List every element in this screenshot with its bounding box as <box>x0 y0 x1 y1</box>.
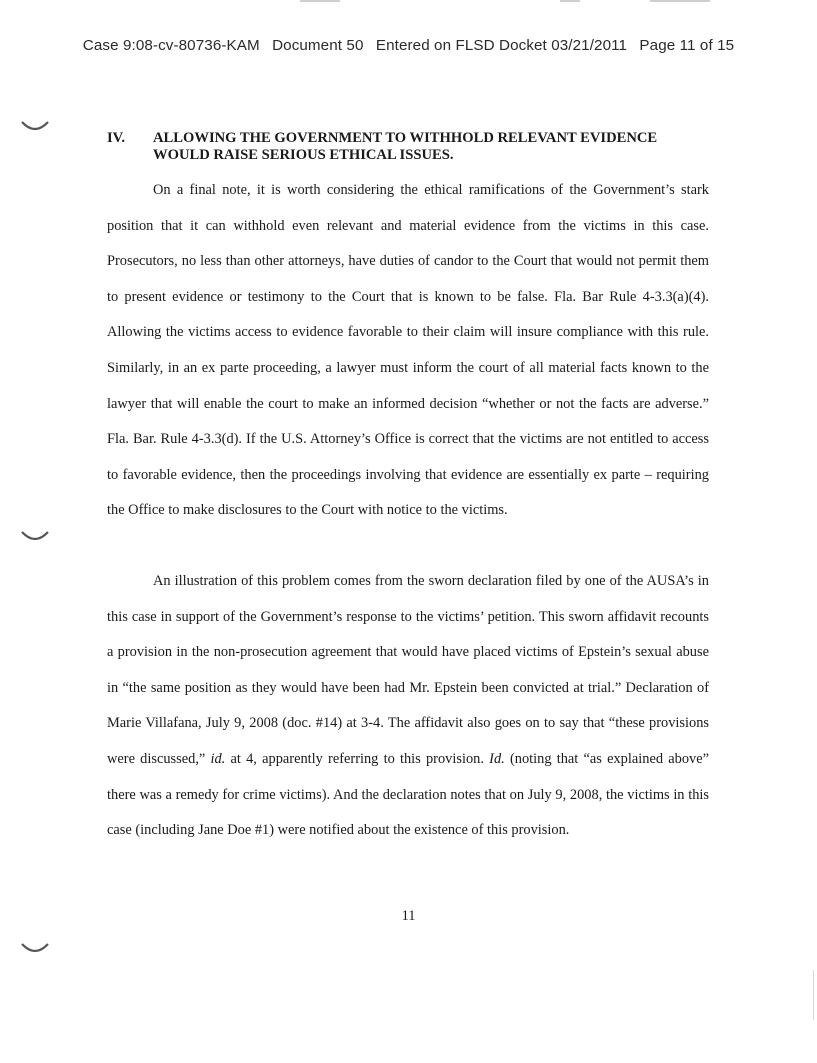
paragraph-text: An illustration of this problem comes from the sworn declaration filed by one of the AUSA’s in this case in support of the Government’s response to the victims’ petition. This sworn affidavit recounts a provision in the non-prosecution agreement that would have placed victims of Epstein’s sexual abuse in “the same position as they would have been had Mr. Epstein been convicted at trial.” Declaration of Marie Villafana, July 9, 2008 (doc. #14) at 3-4. The affidavit also goes on to say that “these provisions were discussed,” <box>107 573 709 767</box>
header-entered-date: Entered on FLSD Docket 03/21/2011 <box>375 37 628 54</box>
paragraph-text: at 4, apparently referring to this provision. <box>225 750 490 767</box>
citation-id: Id. <box>489 750 505 767</box>
paragraph-text: (noting that “as explained above” there was a remedy for crime victims). And the declaration notes that on July 9, 2008, the victims in this case (including Jane Doe #1) were notified about the existence of this provision. <box>107 750 709 839</box>
body-paragraph <box>107 564 709 849</box>
docket-header <box>0 37 817 54</box>
header-case-number: Case 9:08-cv-80736-KAM <box>82 37 260 54</box>
section-title: ALLOWING THE GOVERNMENT TO WITHHOLD RELEVANT EVIDENCE WOULD RAISE SERIOUS ETHICAL ISSUES. <box>153 130 658 163</box>
punch-hole-mark <box>20 530 50 544</box>
citation-id: id. <box>210 750 226 767</box>
header-page-count: Page 11 of 15 <box>639 37 735 54</box>
scan-edge-mark <box>300 0 340 2</box>
scan-edge-mark <box>813 970 814 1020</box>
punch-hole-mark <box>20 120 50 134</box>
section-number: IV. <box>107 130 125 146</box>
punch-hole-mark <box>20 942 50 956</box>
page-number: 11 <box>401 908 416 924</box>
header-document-number: Document 50 <box>272 37 364 54</box>
scan-edge-mark <box>560 0 580 2</box>
scan-edge-mark <box>650 0 710 2</box>
body-paragraph: On a final note, it is worth considering the ethical ramifications of the Government’s stark position that it can withhold even relevant and material evidence from the victims in this case. Prosecutors, no less than other attorneys, have duties of candor to the Court that would not permit them to present evidence or testimony to the Court that is known to be false. Fla. Bar Rule 4-3.3(a)(4). Allowing the victims access to evidence favorable to their claim will insure compliance with this rule. Similarly, in an ex parte proceeding, a lawyer must inform the court of all material facts known to the lawyer that will enable the court to make an informed decision “whether or not the facts are adverse.” Fla. Bar. Rule 4-3.3(d). If the U.S. Attorney’s Office is correct that the victims are not entitled to access to favorable evidence, then the proceedings involving that evidence are essentially ex parte – requiring the Office to make disclosures to the Court with notice to the victims. <box>107 182 709 519</box>
